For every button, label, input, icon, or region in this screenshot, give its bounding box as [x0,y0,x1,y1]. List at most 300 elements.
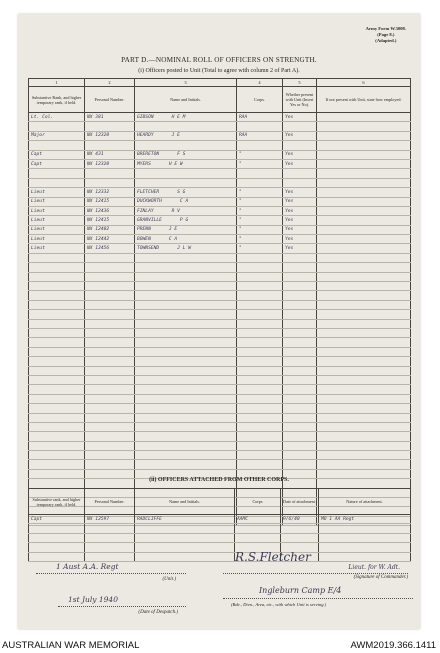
cell-surname: BRERETON [137,152,160,158]
cell-present: Yes [283,113,317,122]
empty-cell [283,441,317,450]
table-row [29,150,411,159]
table-row [29,441,411,450]
empty-cell [29,375,85,384]
table-row [29,169,411,178]
cell-rank [29,178,85,187]
cell-corps [237,169,283,178]
empty-cell [135,552,235,561]
page-subtitle: (i) Officers posted to Unit (Total to agree with column 2 of Part A). [138,68,300,74]
table-row [29,300,411,309]
officers-posted-table [28,78,411,526]
empty-cell [237,385,283,394]
cell-name [135,122,237,131]
empty-cell [135,422,237,431]
column-number: 4 [237,79,283,87]
empty-cell [283,310,317,319]
empty-cell [237,460,283,469]
table-row [29,524,411,533]
table-row [29,310,411,319]
header-row [29,489,411,515]
table-row [29,347,411,356]
header-personal-number: Personal Number. [85,87,135,113]
empty-cell [283,394,317,403]
table-row [29,159,411,168]
empty-cell [283,385,317,394]
empty-cell [135,451,237,460]
empty-cell [85,253,135,262]
column-number: 2 [85,79,135,87]
form-page: (Page 8.) [377,32,395,37]
credit-institution: AUSTRALIAN WAR MEMORIAL [2,640,140,651]
empty-cell [317,272,411,281]
column-number: 1 [29,79,85,87]
empty-cell [317,319,411,328]
empty-cell [237,441,283,450]
cell-surname: PRENN [137,227,151,233]
empty-cell [29,533,85,542]
empty-cell [85,263,135,272]
empty-cell [29,328,85,337]
empty-cell [237,328,283,337]
empty-cell [317,385,411,394]
form-adapted: (Adapted.) [375,38,397,43]
empty-cell [317,300,411,309]
cell-present [283,141,317,150]
cell-employment [317,206,411,215]
cell-rank: Lieut [29,216,85,225]
empty-cell [317,291,411,300]
credit-accession-number: AWM2019.366.1411 [350,640,436,651]
empty-cell [135,394,237,403]
cell-corps: " [237,197,283,206]
unit-value: 1 Aust A.A. Regt [36,562,186,574]
cell-corps: " [237,188,283,197]
cell-employment [317,169,411,178]
cell-name [135,159,237,168]
empty-cell [283,319,317,328]
empty-cell [317,282,411,291]
cell-name [135,178,237,187]
cell-rank: Lieut [29,206,85,215]
table-row [29,235,411,244]
cell-rank: Major [29,131,85,140]
empty-cell [237,404,283,413]
empty-cell [85,552,135,561]
empty-cell [29,263,85,272]
table-row [29,366,411,375]
empty-cell [135,328,237,337]
table-row [29,375,411,384]
cell-surname: FINLAY [137,208,154,214]
cell-name [135,244,237,253]
table-row [29,113,411,122]
header-nature-attachment: Nature of attachment. [319,489,411,515]
cell-personal-number: NX 12332 [85,188,135,197]
table-row [29,319,411,328]
empty-cell [237,394,283,403]
cell-present: Yes [283,188,317,197]
cell-corps: " [237,216,283,225]
empty-cell [283,460,317,469]
header-corps: Corps. [237,87,283,113]
table-row [29,282,411,291]
empty-cell [283,282,317,291]
column-number: 5 [283,79,317,87]
cell-present: Yes [283,150,317,159]
empty-cell [85,310,135,319]
empty-cell [29,524,85,533]
cell-initials: S G [177,189,186,195]
cell-personal-number: NX 12402 [85,225,135,234]
cell-present: Yes [283,216,317,225]
unit-block [36,562,186,582]
cell-initials: P G [179,217,189,223]
empty-cell [281,524,319,533]
cell-corps: RAA [237,131,283,140]
empty-cell [85,272,135,281]
empty-cell [281,533,319,542]
empty-cell [135,263,237,272]
empty-cell [135,338,237,347]
table-row [29,515,411,524]
cell-nature-attachment: MO 1 AA Regt [319,515,411,524]
table-row [29,244,411,253]
empty-cell [317,253,411,262]
cell-present: Yes [283,206,317,215]
empty-cell [283,291,317,300]
cell-personal-number: NX 12442 [85,235,135,244]
empty-cell [29,404,85,413]
empty-cell [85,319,135,328]
empty-cell [237,253,283,262]
header-rank: Substantive Rank, and higher temporary rank, if held. [29,87,85,113]
empty-cell [237,263,283,272]
empty-cell [85,413,135,422]
empty-cell [85,451,135,460]
cell-corps: " [237,159,283,168]
signature-block [223,550,408,580]
empty-cell [237,282,283,291]
empty-cell [237,272,283,281]
empty-cell [29,291,85,300]
empty-cell [237,451,283,460]
empty-cell [29,347,85,356]
empty-cell [135,460,237,469]
cell-corps [237,178,283,187]
empty-cell [237,413,283,422]
empty-cell [135,282,237,291]
cell-employment [317,159,411,168]
table-row [29,206,411,215]
empty-cell [85,300,135,309]
cell-present [283,178,317,187]
cell-name [135,197,237,206]
cell-corps: " [237,150,283,159]
empty-cell [29,432,85,441]
empty-cell [135,441,237,450]
header-employment: If not present with Unit, state how employed. [317,87,411,113]
cell-name [135,141,237,150]
table-row [29,197,411,206]
empty-cell [29,366,85,375]
empty-cell [135,413,237,422]
empty-cell [85,422,135,431]
empty-cell [319,533,411,542]
empty-cell [283,272,317,281]
empty-cell [29,357,85,366]
cell-name [135,206,237,215]
empty-cell [317,338,411,347]
cell-name [135,150,237,159]
cell-name [135,131,237,140]
empty-cell [283,338,317,347]
document-page [18,14,420,629]
page-title: PART D.—NOMINAL ROLL OF OFFICERS ON STRENGTH. [121,56,317,64]
cell-name [135,113,237,122]
empty-cell [135,543,235,552]
empty-cell [317,366,411,375]
empty-cell [283,404,317,413]
form-reference [366,26,406,44]
header-corps: Corps [235,489,281,515]
empty-cell [85,282,135,291]
cell-initials: C A [179,199,189,205]
cell-corps [237,122,283,131]
empty-cell [29,319,85,328]
empty-cell [135,375,237,384]
cell-corps: " [237,235,283,244]
table-row [29,216,411,225]
empty-cell [135,347,237,356]
cell-rank: Capt [29,515,85,524]
empty-cell [317,432,411,441]
cell-surname: MYERS [137,161,151,167]
cell-present [283,122,317,131]
header-present: Whether present with Unit (Insert Yes or No). [283,87,317,113]
empty-cell [319,524,411,533]
empty-cell [317,394,411,403]
empty-cell [135,366,237,375]
cell-employment [317,113,411,122]
cell-name [135,235,237,244]
empty-cell [135,357,237,366]
empty-cell [29,253,85,262]
empty-cell [317,413,411,422]
location-block [223,586,413,607]
cell-employment [317,235,411,244]
cell-name [135,169,237,178]
empty-cell [317,422,411,431]
section-2-title: (ii) OFFICERS ATTACHED FROM OTHER CORPS. [149,477,289,483]
cell-personal-number: NX 12597 [85,515,135,524]
cell-present: Yes [283,225,317,234]
table-row [29,141,411,150]
cell-employment [317,150,411,159]
cell-rank: Lieut [29,225,85,234]
cell-personal-number: NX 431 [85,150,135,159]
table-row [29,263,411,272]
signature-note: Lieut. for W. Adt. [223,564,408,574]
empty-cell [29,460,85,469]
cell-initials: H E M [171,114,186,120]
empty-cell [237,310,283,319]
empty-cell [85,291,135,300]
cell-employment [317,141,411,150]
cell-present: Yes [283,235,317,244]
header-name: Name and Initials. [135,87,237,113]
cell-employment [317,131,411,140]
empty-cell [29,300,85,309]
table-row [29,432,411,441]
cell-personal-number: NX 12320 [85,131,135,140]
cell-present: Yes [283,197,317,206]
empty-cell [135,385,237,394]
empty-cell [29,338,85,347]
table-row [29,385,411,394]
cell-corps: RAA [237,113,283,122]
empty-cell [283,328,317,337]
empty-cell [283,413,317,422]
table-row [29,291,411,300]
empty-cell [317,310,411,319]
empty-cell [135,272,237,281]
cell-rank: Lieut [29,197,85,206]
cell-surname: HEARDY [137,133,154,139]
table-row [29,451,411,460]
empty-cell [237,319,283,328]
empty-cell [317,357,411,366]
column-number-row [29,79,411,87]
empty-cell [85,375,135,384]
empty-cell [85,328,135,337]
empty-cell [235,533,281,542]
cell-initials: J E [171,133,180,139]
cell-rank: Lieut [29,188,85,197]
empty-cell [135,524,235,533]
table-row [29,178,411,187]
cell-employment [317,225,411,234]
cell-present: Yes [283,159,317,168]
cell-name: RADCLIFFE [135,515,235,524]
empty-cell [85,441,135,450]
table-row [29,188,411,197]
empty-cell [283,300,317,309]
cell-rank: Lieut [29,235,85,244]
cell-personal-number [85,141,135,150]
empty-cell [85,460,135,469]
empty-cell [283,347,317,356]
empty-cell [29,552,85,561]
empty-cell [85,524,135,533]
header-rank: Substantive rank, and higher temporary rank, if held. [29,489,85,515]
empty-cell [85,347,135,356]
empty-cell [283,263,317,272]
empty-cell [237,432,283,441]
empty-cell [135,310,237,319]
empty-cell [235,524,281,533]
empty-cell [29,441,85,450]
empty-cell [237,366,283,375]
cell-employment [317,178,411,187]
cell-personal-number [85,169,135,178]
empty-cell [317,451,411,460]
cell-employment [317,197,411,206]
table-row [29,394,411,403]
cell-corps [237,141,283,150]
empty-cell [237,422,283,431]
table-row [29,413,411,422]
cell-rank: Lt. Col. [29,113,85,122]
empty-cell [85,357,135,366]
cell-surname: FLETCHER [137,189,160,195]
cell-rank [29,141,85,150]
cell-present: Yes [283,131,317,140]
cell-initials: R V [171,208,180,214]
empty-cell [317,460,411,469]
credit-bar [0,638,440,653]
cell-name [135,225,237,234]
empty-cell [85,533,135,542]
cell-rank [29,169,85,178]
cell-initials: J E [168,227,178,233]
cell-personal-number: NX 12436 [85,206,135,215]
empty-cell [135,404,237,413]
empty-cell [237,375,283,384]
column-number: 3 [135,79,237,87]
empty-cell [85,338,135,347]
location-value: Ingleburn Camp E/4 [223,586,413,599]
empty-cell [85,432,135,441]
cell-personal-number: NX 381 [85,113,135,122]
empty-cell [317,404,411,413]
cell-employment [317,188,411,197]
cell-corps: " [237,225,283,234]
empty-cell [85,385,135,394]
form-number: Army Form W.3008. [365,26,406,31]
cell-surname: TOWNSEND [137,246,160,252]
despatch-date: 1st July 1940 [58,595,186,607]
header-personal-number: Personal Number. [85,489,135,515]
empty-cell [85,543,135,552]
empty-cell [135,291,237,300]
cell-present: Yes [283,244,317,253]
cell-initials: J L W [177,246,191,252]
cell-corps: " [237,244,283,253]
table-row [29,253,411,262]
empty-cell [29,282,85,291]
table-row [29,357,411,366]
empty-cell [237,300,283,309]
cell-surname: GRANVILLE [137,217,162,223]
column-number: 6 [317,79,411,87]
cell-initials: H E W [168,161,183,167]
table-row [29,338,411,347]
empty-cell [283,451,317,460]
empty-cell [29,272,85,281]
empty-cell [237,291,283,300]
empty-cell [237,347,283,356]
cell-personal-number: NX 12415 [85,216,135,225]
cell-employment [317,216,411,225]
cell-personal-number [85,178,135,187]
empty-cell [283,375,317,384]
empty-cell [283,253,317,262]
cell-corps: AAMC [235,515,281,524]
signature-label: (Signature of Commander.) [353,575,408,580]
cell-present [283,169,317,178]
table-row [29,225,411,234]
